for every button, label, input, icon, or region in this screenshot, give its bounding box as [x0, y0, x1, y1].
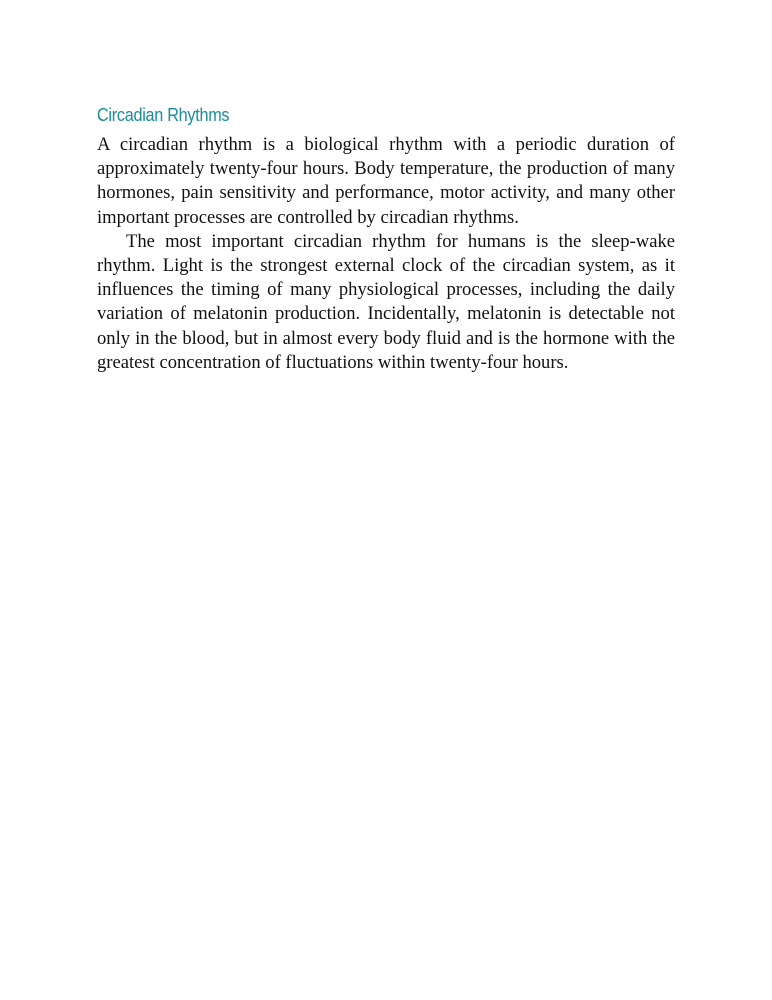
- paragraph-1: A circadian rhythm is a biological rhythm with a periodic duration of approximately twenty-four hours. Body temperature, the production of many hormones, pain sensitivity and performance, motor activity, and many other important processes are controlled by circadian rhythms.: [97, 134, 675, 228]
- section-heading: Circadian Rhythms: [97, 105, 230, 125]
- section-circadian-rhythms: [97, 103, 675, 375]
- paragraph-2: The most important circadian rhythm for humans is the sleep-wake rhythm. Light is the strongest external clock of the circadian system, as it influences the timing of many physiological processes, including the daily variation of melatonin production. Incidentally, melatonin is detectable not only in the blood, but in almost every body fluid and is the hormone with the greatest concentration of fluctuations within twenty-four hours.: [97, 230, 675, 373]
